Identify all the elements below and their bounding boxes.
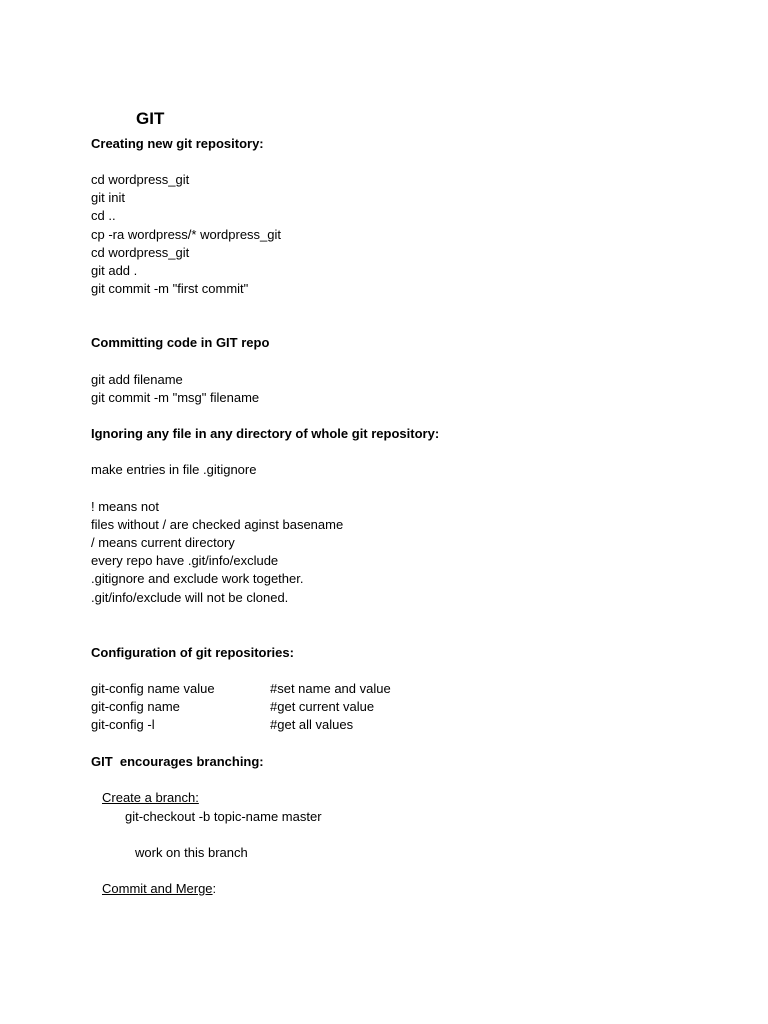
text-line: ! means not	[91, 499, 159, 514]
code-line: cd wordpress_git	[91, 245, 190, 260]
code-line: cp -ra wordpress/* wordpress_git	[91, 227, 282, 242]
text-line: / means current directory	[91, 535, 235, 550]
create-branch-label: Create a branch:	[102, 790, 199, 805]
config-command: git-config name	[91, 699, 180, 714]
config-comment: #get all values	[270, 717, 354, 732]
code-line: git commit -m "first commit"	[91, 281, 249, 296]
commit-merge-colon: :	[212, 881, 217, 896]
section-heading-creating-repo: Creating new git repository:	[91, 136, 264, 151]
code-line: cd ..	[91, 208, 116, 223]
code-line: git-checkout -b topic-name master	[125, 809, 322, 824]
config-comment: #get current value	[270, 699, 375, 714]
section-heading-committing: Committing code in GIT repo	[91, 335, 270, 350]
text-line: every repo have .git/info/exclude	[91, 553, 279, 568]
config-command: git-config -l	[91, 717, 155, 732]
config-command: git-config name value	[91, 681, 215, 696]
commit-merge-label: Commit and Merge	[102, 881, 213, 896]
text-line: .gitignore and exclude work together.	[91, 571, 304, 586]
code-line: git commit -m "msg" filename	[91, 390, 260, 405]
code-line: git add filename	[91, 372, 183, 387]
section-heading-ignoring: Ignoring any file in any directory of whole git repository:	[91, 426, 440, 441]
text-line: files without / are checked aginst basename	[91, 517, 344, 532]
code-line: git add .	[91, 263, 138, 278]
text-line: make entries in file .gitignore	[91, 462, 257, 477]
text-line: work on this branch	[135, 845, 248, 860]
section-heading-branching: GIT encourages branching:	[91, 754, 264, 769]
text-line: .git/info/exclude will not be cloned.	[91, 590, 289, 605]
document-title: GIT	[136, 109, 165, 128]
code-line: cd wordpress_git	[91, 172, 190, 187]
section-heading-configuration: Configuration of git repositories:	[91, 645, 294, 660]
config-comment: #set name and value	[270, 681, 391, 696]
commit-merge-label-wrap	[102, 881, 216, 897]
code-line: git init	[91, 190, 125, 205]
